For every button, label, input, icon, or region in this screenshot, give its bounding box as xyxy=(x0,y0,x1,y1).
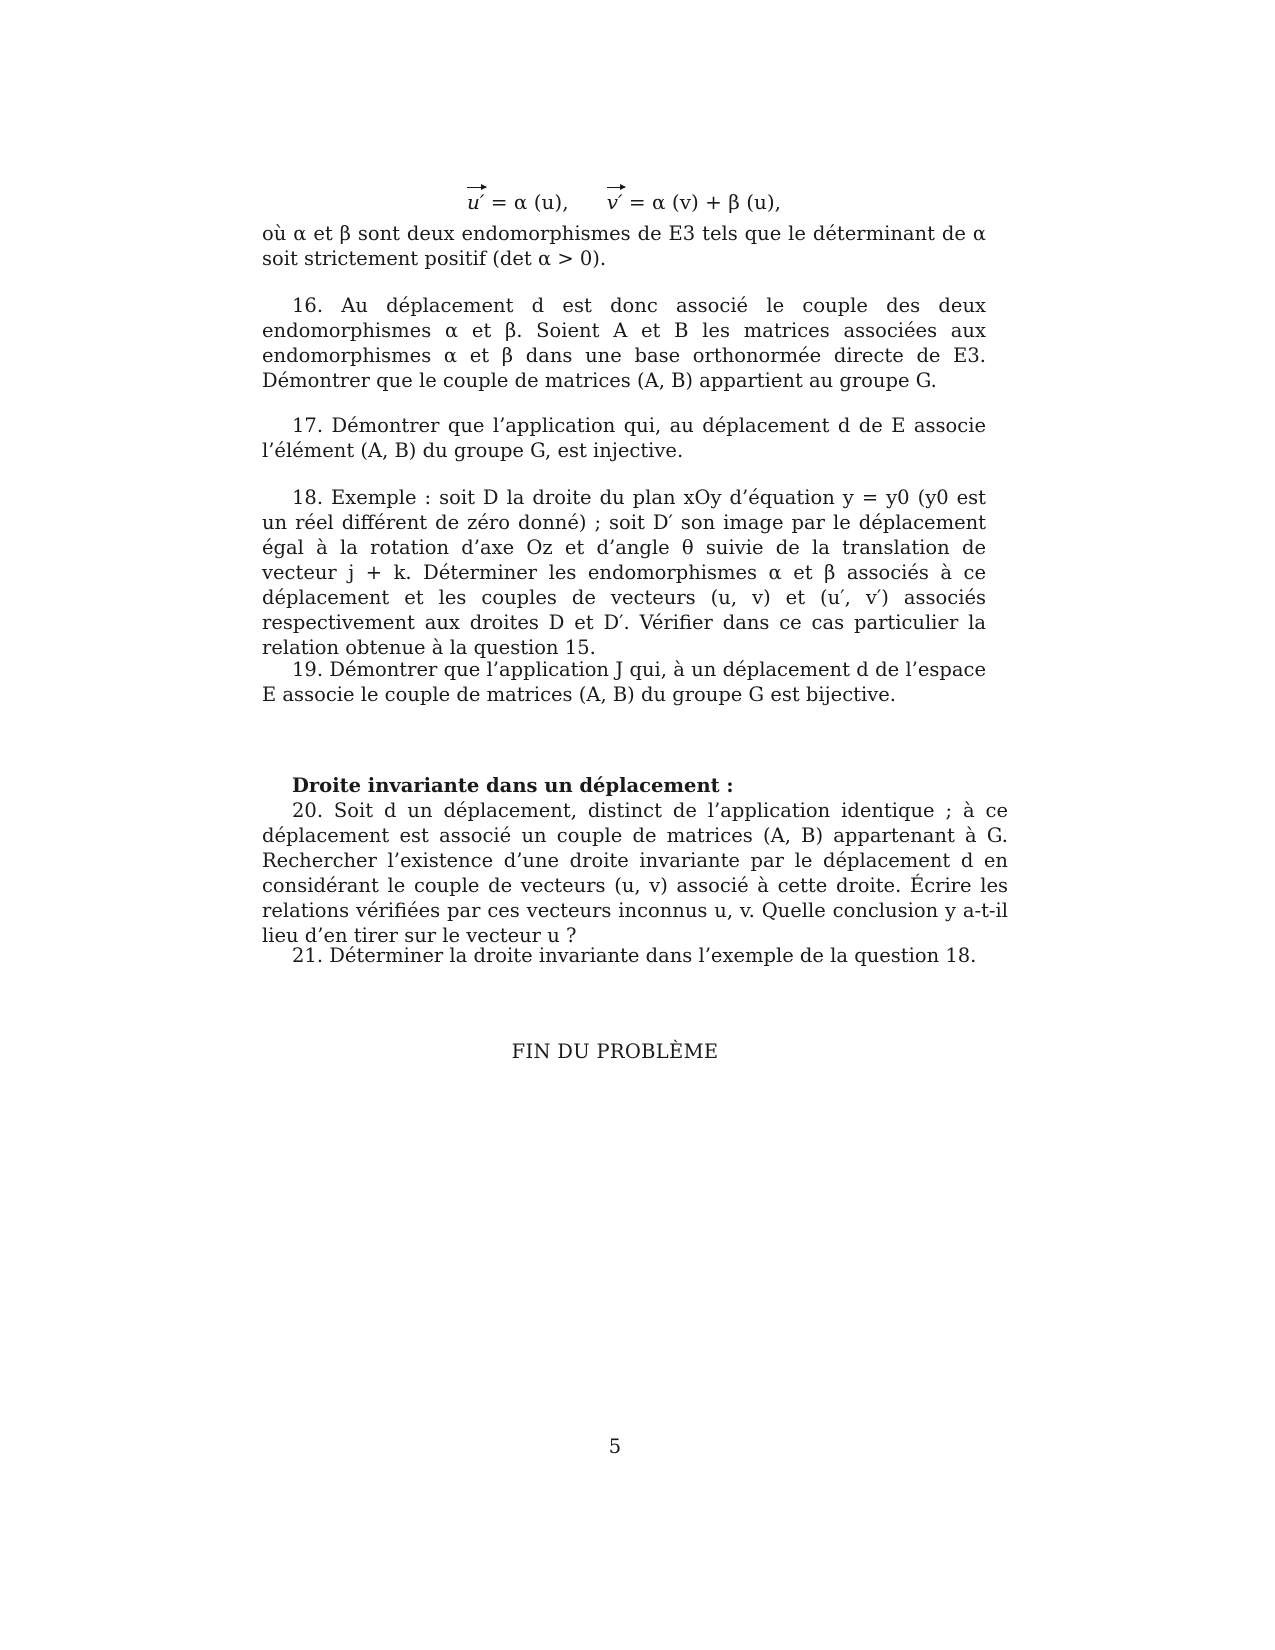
question-21 xyxy=(262,943,986,968)
question-18-text: 18. Exemple : soit D la droite du plan xOy d’équation y = y0 (y0 est un réel différent de zéro donné) ; soit D′ son image par le déplacement égal à la rotation d’axe Oz et d’angle θ suivie de la translation de vecteur j + k. Déterminer les endomorphismes α et β associés à ce déplacement et les couples de vecteurs (u, v) et (u′, v′) associés respectivement aux droites D et D′. Vérifier dans ce cas particulier la relation obtenue à la question 15. xyxy=(262,486,986,659)
displayed-equation xyxy=(262,185,986,215)
vector-v-prime: v′ xyxy=(607,185,623,215)
equation-1-rhs: = α (u), xyxy=(484,190,569,214)
question-19-text: 19. Démontrer que l’application J qui, à un déplacement d de l’espace E associe le couple de matrices (A, B) du groupe G est bijective. xyxy=(262,658,986,706)
question-16-text: 16. Au déplacement d est donc associé le couple des deux endomorphismes α et β. Soient A et B les matrices associées aux endomorphismes α et β dans une base orthonormée directe de E3. Démontrer que le couple de matrices (A, B) appartient au groupe G. xyxy=(262,294,986,392)
intro-text: où α et β sont deux endomorphismes de E3 tels que le déterminant de α soit strictement positif (det α > 0). xyxy=(262,222,986,270)
question-21-text: 21. Déterminer la droite invariante dans l’exemple de la question 18. xyxy=(292,944,977,967)
question-17-text: 17. Démontrer que l’application qui, au déplacement d de E associe l’élément (A, B) du groupe G, est injective. xyxy=(262,414,986,462)
question-17 xyxy=(262,413,986,463)
end-of-problem: FIN DU PROBLÈME xyxy=(511,1040,719,1063)
page-number: 5 xyxy=(608,1435,622,1458)
question-19 xyxy=(262,657,986,707)
question-20-text: 20. Soit d un déplacement, distinct de l’application identique ; à ce déplacement est associé un couple de matrices (A, B) appartenant à G. Rechercher l’existence d’une droite invariante par le déplacement d en considérant le couple de vecteurs (u, v) associé à cette droite. Écrire les relations vérifiées par ces vecteurs inconnus u, v. Quelle conclusion y a-t-il lieu d’en tirer sur le vecteur u ? xyxy=(262,799,1008,947)
question-18 xyxy=(262,485,986,660)
section-heading: Droite invariante dans un déplacement : xyxy=(292,774,734,797)
question-20 xyxy=(262,798,1008,948)
equation-2-rhs: = α (v) + β (u), xyxy=(622,190,782,214)
intro-paragraph xyxy=(262,221,986,271)
vector-u-prime: u′ xyxy=(467,185,484,215)
question-16 xyxy=(262,293,986,393)
